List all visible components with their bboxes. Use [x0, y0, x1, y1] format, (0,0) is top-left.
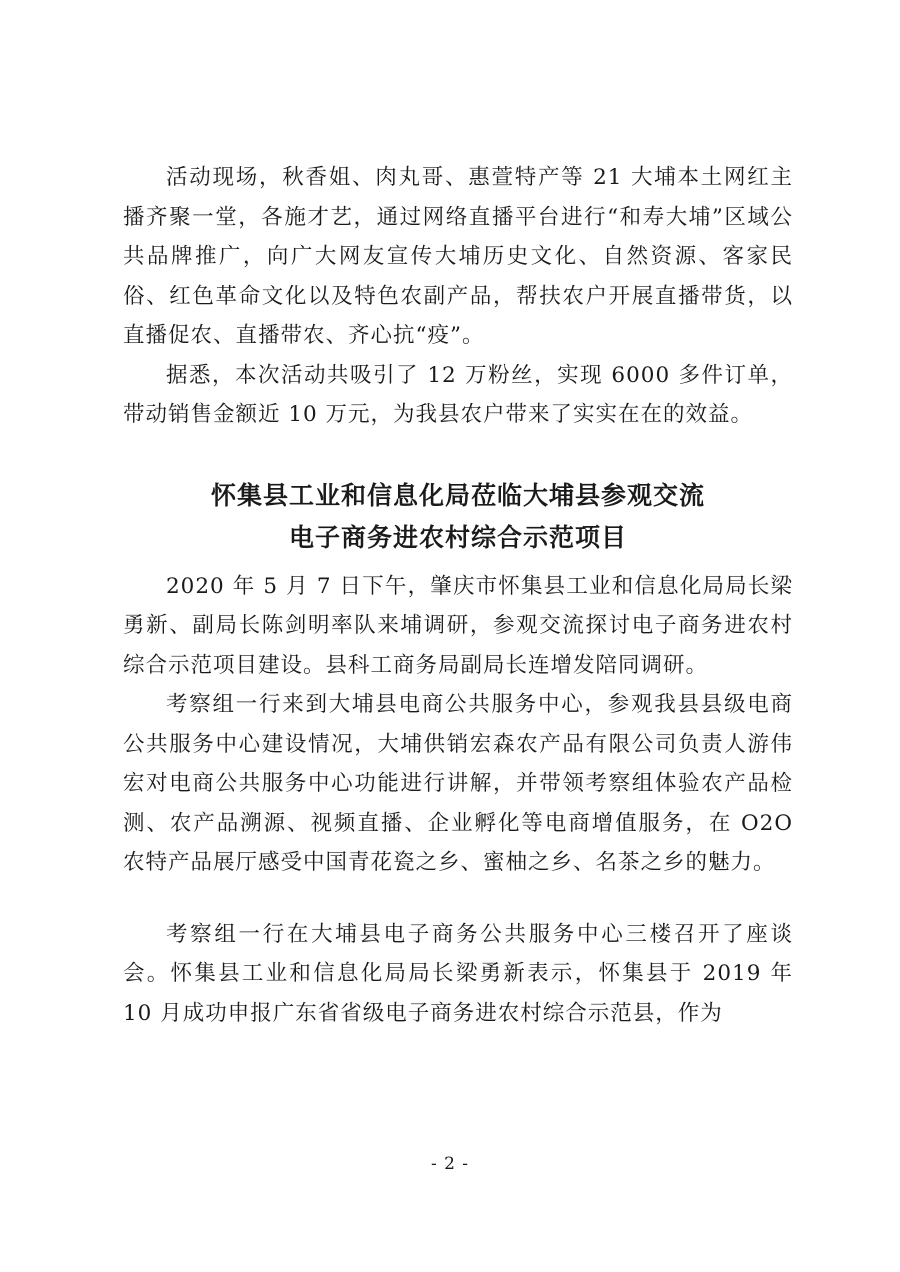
article-title [123, 475, 793, 559]
article-title-line-1: 怀集县工业和信息化局莅临大埔县参观交流 [210, 480, 705, 510]
paragraph-symposium: 考察组一行在大埔县电子商务公共服务中心三楼召开了座谈会。怀集县工业和信息化局局长梁勇新表示，怀集县于 2019 年 10 月成功申报广东省省级电子商务进农村综合示范县，作为 [123, 921, 793, 1026]
article-title-line-2: 电子商务进农村综合示范项目 [288, 522, 627, 552]
paragraph-service-center-tour: 考察组一行来到大埔县电商公共服务中心，参观我县县级电商公共服务中心建设情况，大埔供销宏森农产品有限公司负责人游伟宏对电商公共服务中心功能进行讲解，并带领考察组体验农产品检测、农产品溯源、视频直播、企业孵化等电商增值服务，在 O2O 农特产品展厅感受中国青花瓷之乡、蜜柚之乡、名茶之乡的魅力。 [123, 692, 793, 875]
page-content [123, 158, 793, 1033]
paragraph-live-event: 活动现场，秋香姐、肉丸哥、惠萱特产等 21 大埔本土网红主播齐聚一堂，各施才艺，通过网络直播平台进行“和寿大埔”区域公共品牌推广，向广大网友宣传大埔历史文化、自然资源、客家民俗、红色革命文化以及特色农副产品，帮扶农户开展直播带货，以直播促农、直播带农、齐心抗“疫”。 [123, 165, 793, 348]
section-spacer [123, 435, 793, 475]
page-number: - 2 - [430, 1154, 470, 1174]
paragraph-visit-intro: 2020 年 5 月 7 日下午，肇庆市怀集县工业和信息化局局长梁勇新、副局长陈剑明率队来埔调研，参观交流探讨电子商务进农村综合示范项目建设。县科工商务局副局长连增发陪同调研。 [123, 573, 793, 678]
paragraph-event-results: 据悉，本次活动共吸引了 12 万粉丝，实现 6000 多件订单，带动销售金额近 10 万元，为我县农户带来了实实在在的效益。 [123, 362, 793, 427]
